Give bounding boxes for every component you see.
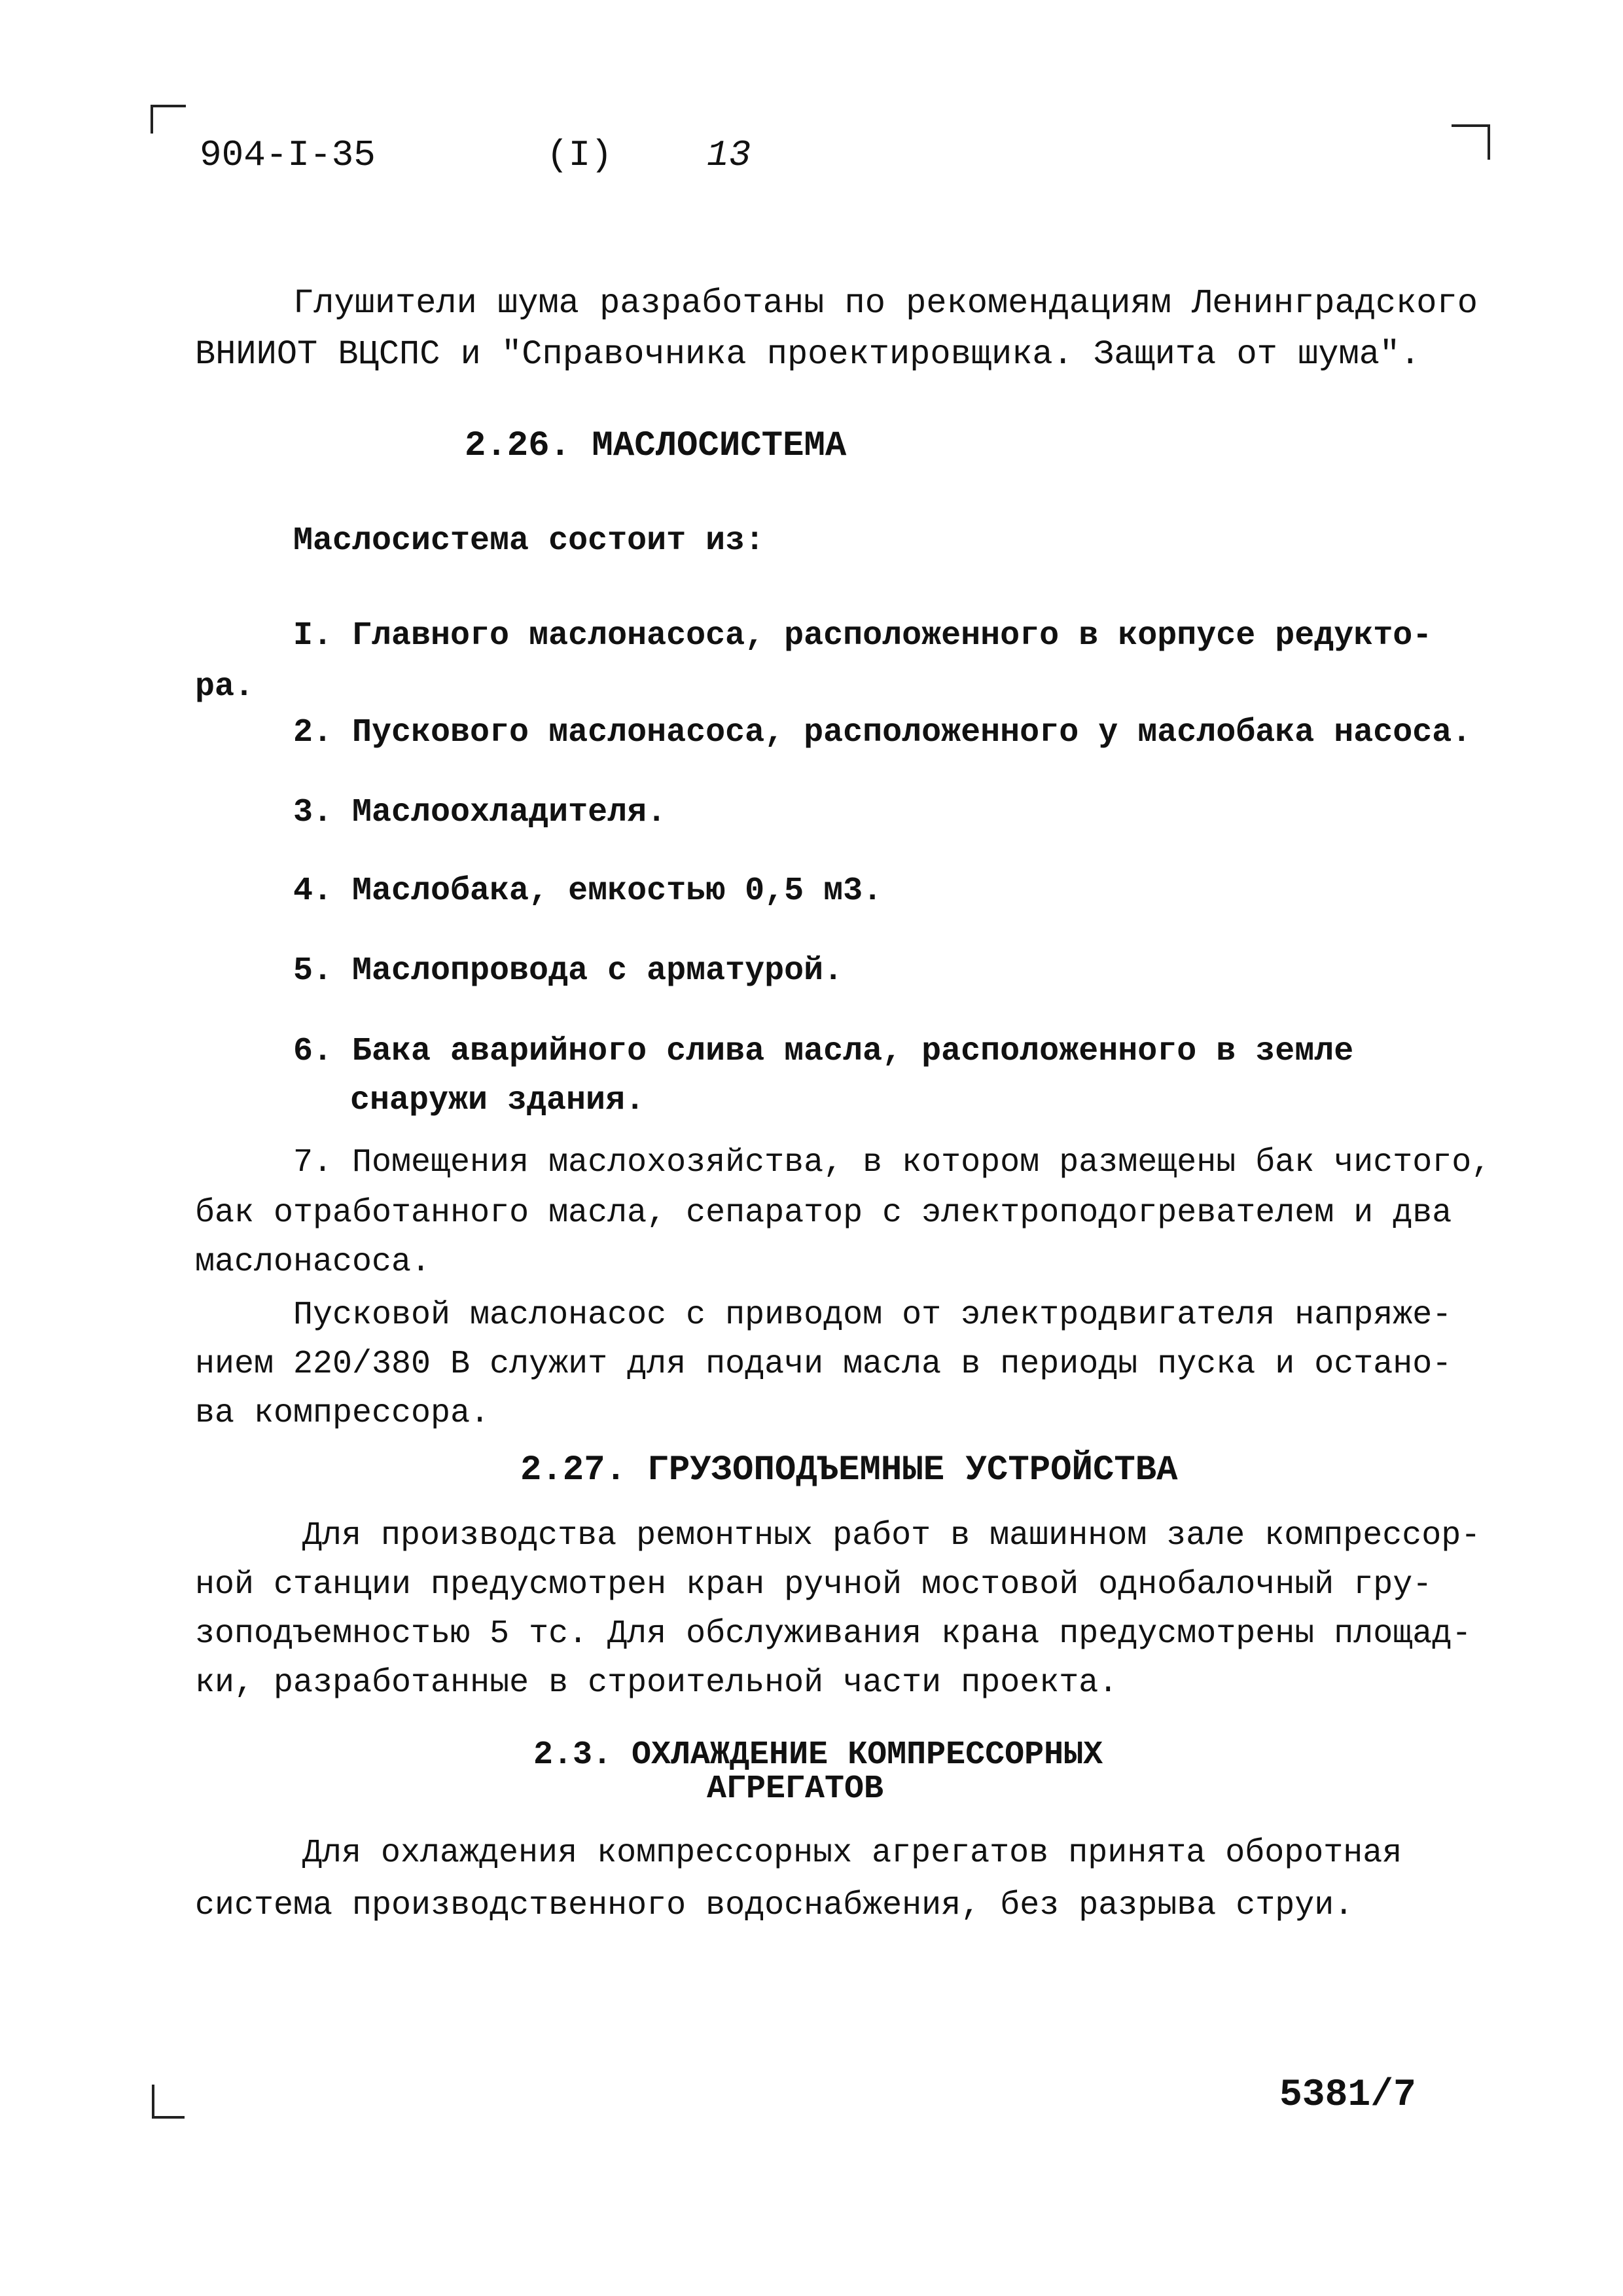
paragraph-line: система производственного водоснабжения, без разрыва струи. [195, 1887, 1354, 1924]
list-item: 3. Маслоохладителя. [293, 794, 667, 831]
doc-code: 904-I-35 [200, 134, 376, 176]
list-item: 2. Пускового маслонасоса, расположенного у маслобака насоса. [293, 714, 1472, 751]
volume-number: (I) [546, 134, 613, 176]
section-title-2-3-continued: АГРЕГАТОВ [707, 1770, 884, 1808]
list-item: 5. Маслопровода с арматурой. [293, 952, 844, 990]
paragraph-line: зоподъемностью 5 тс. Для обслуживания крана предусмотрены площад- [195, 1615, 1472, 1653]
list-item: I. Главного маслонасоса, расположенного в корпусе редукто- [293, 617, 1433, 655]
archive-stamp: 5381/7 [1279, 2074, 1416, 2117]
paragraph-line: Глушители шума разработаны по рекомендациям Ленинградского [293, 284, 1478, 323]
paragraph-line: Для охлаждения компрессорных агрегатов принята оборотная [302, 1835, 1402, 1872]
section-title-2-3: 2.3. ОХЛАЖДЕНИЕ КОМПРЕССОРНЫХ [533, 1736, 1103, 1774]
section-title-2-27: 2.27. ГРУЗОПОДЪЕМНЫЕ УСТРОЙСТВА [520, 1450, 1178, 1490]
corner-mark-top-right [1452, 124, 1490, 160]
list-item: 4. Маслобака, емкостью 0,5 м3. [293, 872, 883, 910]
paragraph-line: ва компрессора. [195, 1395, 490, 1432]
corner-mark-top-left [151, 105, 186, 134]
list-item: 6. Бака аварийного слива масла, расположенного в земле [293, 1033, 1354, 1070]
paragraph-line: ВНИИОТ ВЦСПС и "Справочника проектировщика. Защита от шума". [195, 335, 1421, 374]
list-item-continuation: маслонасоса. [195, 1244, 431, 1281]
corner-mark-bottom-left [152, 2085, 185, 2119]
section-intro: Маслосистема состоит из: [293, 522, 765, 560]
list-item-continuation: снаружи здания. [350, 1082, 645, 1119]
list-item-continuation: бак отработанного масла, сепаратор с электроподогревателем и два [195, 1194, 1452, 1232]
list-item: 7. Помещения маслохозяйства, в котором размещены бак чистого, [293, 1144, 1491, 1181]
section-title-2-26: 2.26. МАСЛОСИСТЕМА [465, 426, 847, 466]
paragraph-line: ки, разработанные в строительной части проекта. [195, 1664, 1118, 1702]
paragraph-line: ной станции предусмотрен кран ручной мостовой однобалочный гру- [195, 1566, 1433, 1604]
list-item-continuation: ра. [195, 668, 255, 706]
page-number: 13 [707, 134, 751, 176]
paragraph-line: нием 220/380 В служит для подачи масла в периоды пуска и остано- [195, 1346, 1452, 1383]
paragraph-line: Пусковой маслонасос с приводом от электродвигателя напряже- [293, 1297, 1452, 1334]
paragraph-line: Для производства ремонтных работ в машинном зале компрессор- [302, 1517, 1481, 1554]
